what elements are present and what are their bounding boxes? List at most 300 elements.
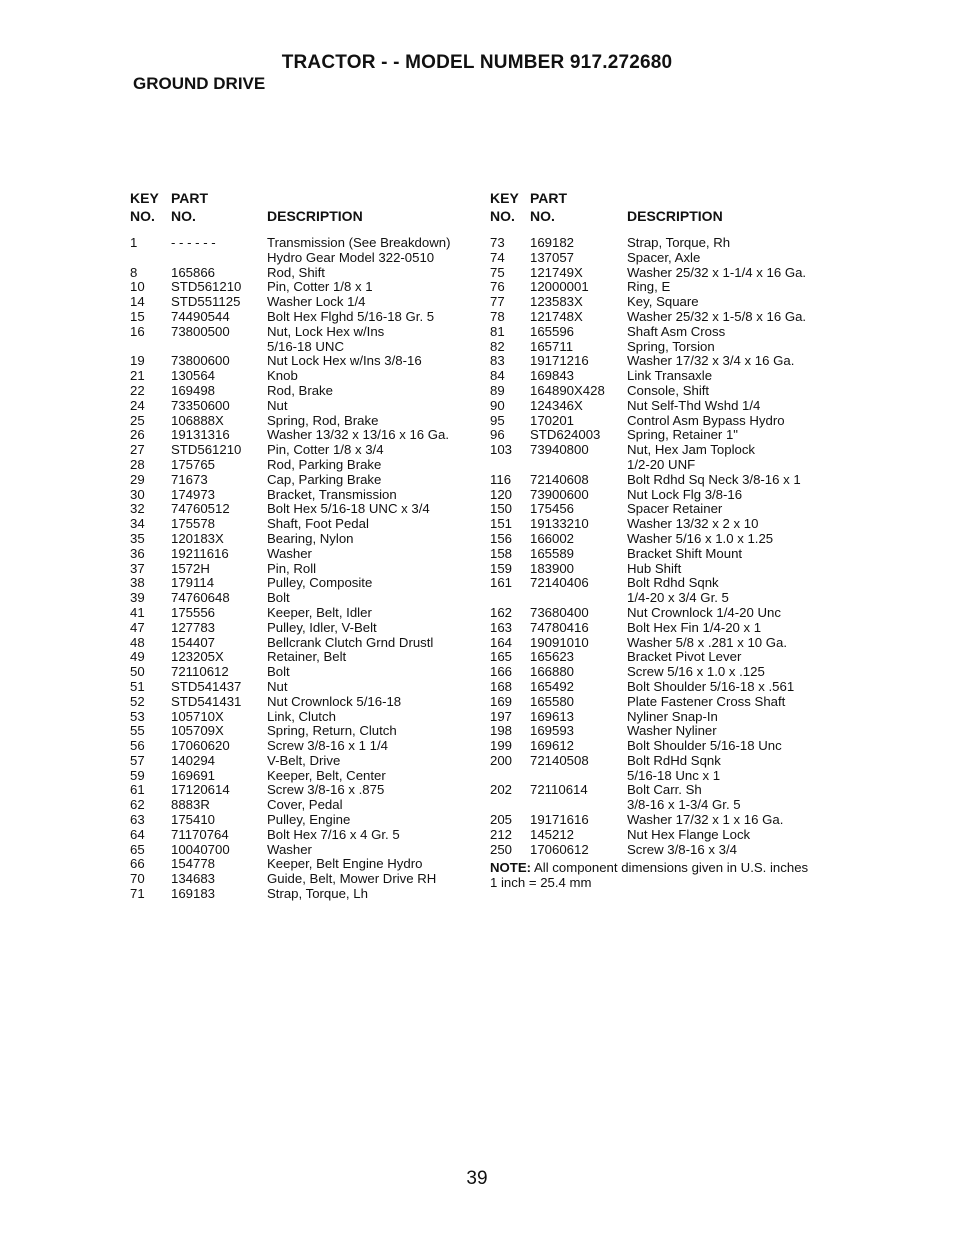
part-number: 169843 — [530, 368, 575, 384]
part-description: Bearing, Nylon — [267, 530, 354, 546]
parts-row — [130, 695, 475, 710]
part-number: 154407 — [171, 634, 216, 650]
parts-row — [130, 872, 475, 887]
part-description: Nut — [267, 397, 288, 413]
part-number: 17060620 — [171, 738, 230, 754]
parts-row — [130, 340, 475, 355]
part-description: Washer — [267, 545, 312, 561]
part-number: 165596 — [530, 323, 575, 339]
parts-row — [130, 532, 475, 547]
part-header-bottom: NO. — [171, 208, 196, 224]
parts-row — [490, 547, 830, 562]
part-description: Spring, Retainer 1" — [627, 427, 738, 443]
key-number: 15 — [130, 308, 145, 324]
column-header — [490, 190, 830, 226]
part-description: Bolt — [267, 664, 290, 680]
parts-row — [130, 458, 475, 473]
parts-row — [490, 695, 830, 710]
key-number: 161 — [490, 575, 513, 591]
parts-row — [490, 354, 830, 369]
part-description: Washer 5/8 x .281 x 10 Ga. — [627, 634, 788, 650]
part-description: Bracket Pivot Lever — [627, 649, 742, 665]
part-description: Keeper, Belt, Idler — [267, 604, 372, 620]
key-number: 63 — [130, 812, 145, 828]
parts-row — [490, 428, 830, 443]
part-number: 105710X — [171, 708, 224, 724]
part-description: Bracket Shift Mount — [627, 545, 743, 561]
part-description: Pulley, Composite — [267, 575, 373, 591]
part-number: 127783 — [171, 619, 216, 635]
part-description: Washer — [267, 841, 312, 857]
part-description: Washer 25/32 x 1-1/4 x 16 Ga. — [627, 264, 807, 280]
key-number: 62 — [130, 797, 145, 813]
parts-row — [130, 798, 475, 813]
part-number: 74490544 — [171, 308, 230, 324]
part-number: 74760648 — [171, 590, 230, 606]
part-number: 121749X — [530, 264, 583, 280]
key-number: 156 — [490, 530, 513, 546]
part-number: 17120614 — [171, 782, 230, 798]
parts-row — [490, 621, 830, 636]
key-number: 21 — [130, 368, 145, 384]
key-number: 76 — [490, 279, 505, 295]
parts-row — [130, 266, 475, 281]
part-description: Bolt Hex Fin 1/4-20 x 1 — [627, 619, 762, 635]
parts-row — [490, 665, 830, 680]
part-description: Spring, Return, Clutch — [267, 723, 397, 739]
parts-row — [130, 680, 475, 695]
part-number: 165623 — [530, 649, 575, 665]
key-number: 22 — [130, 382, 145, 398]
key-number: 120 — [490, 486, 513, 502]
part-number: 169593 — [530, 723, 575, 739]
parts-row — [130, 650, 475, 665]
part-description: Bolt RdHd Sqnk — [627, 752, 721, 768]
key-number: 59 — [130, 767, 145, 783]
parts-row — [130, 769, 475, 784]
part-description: Pin, Roll — [267, 560, 317, 576]
part-number: 179114 — [171, 575, 215, 591]
parts-row — [130, 576, 475, 591]
part-description: Bolt Carr. Sh — [627, 782, 702, 798]
part-number: 140294 — [171, 752, 216, 768]
part-number: 123205X — [171, 649, 224, 665]
parts-row — [490, 769, 830, 784]
note-text: All component dimensions given in U.S. inches — [531, 860, 809, 876]
key-number: 10 — [130, 279, 145, 295]
parts-row — [490, 517, 830, 532]
part-number: 19171616 — [530, 812, 589, 828]
key-number: 14 — [130, 294, 145, 310]
key-number: 90 — [490, 397, 505, 413]
parts-row — [490, 636, 830, 651]
key-number: 197 — [490, 708, 513, 724]
key-number: 77 — [490, 294, 505, 310]
key-header-top: KEY — [490, 190, 519, 206]
key-number: 47 — [130, 619, 145, 635]
key-number: 41 — [130, 604, 145, 620]
parts-row — [130, 828, 475, 843]
part-number: 169183 — [171, 886, 216, 902]
parts-row — [130, 502, 475, 517]
parts-row — [490, 236, 830, 251]
parts-column-right — [490, 190, 830, 891]
parts-row — [130, 813, 475, 828]
part-number: 175765 — [171, 456, 216, 472]
part-description: Shaft Asm Cross — [627, 323, 726, 339]
part-number: 72140608 — [530, 471, 589, 487]
part-number: STD541437 — [171, 678, 242, 694]
part-description: Control Asm Bypass Hydro — [627, 412, 785, 428]
parts-row — [130, 384, 475, 399]
key-number: 8 — [130, 264, 138, 280]
part-number: 19131316 — [171, 427, 230, 443]
part-description: Washer 13/32 x 2 x 10 — [627, 516, 759, 532]
parts-row — [130, 547, 475, 562]
part-number: 71170764 — [171, 826, 229, 842]
parts-row — [130, 710, 475, 725]
part-description: Washer 5/16 x 1.0 x 1.25 — [627, 530, 774, 546]
key-number: 116 — [490, 471, 512, 487]
part-description: Bolt Shoulder 5/16-18 Unc — [627, 738, 782, 754]
parts-row — [130, 562, 475, 577]
part-description: 1/2-20 UNF — [627, 456, 696, 472]
key-number: 163 — [490, 619, 513, 635]
key-number: 32 — [130, 501, 145, 517]
parts-row — [490, 458, 830, 473]
parts-row — [490, 650, 830, 665]
part-description: Bolt Hex 7/16 x 4 Gr. 5 — [267, 826, 400, 842]
description-header: DESCRIPTION — [267, 208, 363, 224]
part-number: 175456 — [530, 501, 575, 517]
part-number: 137057 — [530, 249, 575, 265]
key-number: 29 — [130, 471, 145, 487]
part-number: 72110612 — [171, 664, 229, 680]
key-number: 150 — [490, 501, 513, 517]
key-number: 53 — [130, 708, 145, 724]
parts-row — [490, 828, 830, 843]
parts-row — [490, 488, 830, 503]
part-description: Console, Shift — [627, 382, 710, 398]
parts-row — [490, 310, 830, 325]
parts-row — [490, 724, 830, 739]
parts-row — [490, 591, 830, 606]
part-description: Nut Self-Thd Wshd 1/4 — [627, 397, 761, 413]
parts-row — [490, 443, 830, 458]
parts-row — [130, 414, 475, 429]
key-number: 200 — [490, 752, 513, 768]
parts-row — [130, 621, 475, 636]
key-number: 48 — [130, 634, 145, 650]
note-conversion: 1 inch = 25.4 mm — [490, 875, 592, 891]
key-number: 75 — [490, 264, 505, 280]
part-description: Strap, Torque, Rh — [627, 235, 731, 250]
key-number: 205 — [490, 812, 513, 828]
key-number: 199 — [490, 738, 513, 754]
part-number: 165711 — [530, 338, 574, 354]
part-description: Transmission (See Breakdown) — [267, 235, 451, 250]
part-number: 169498 — [171, 382, 216, 398]
key-header-bottom: NO. — [130, 208, 155, 224]
key-number: 49 — [130, 649, 145, 665]
note-label: NOTE: — [490, 860, 532, 876]
key-number: 57 — [130, 752, 145, 768]
parts-row — [490, 251, 830, 266]
parts-row — [490, 280, 830, 295]
part-number: STD624003 — [530, 427, 601, 443]
part-description: Keeper, Belt Engine Hydro — [267, 856, 423, 872]
part-number: 165589 — [530, 545, 575, 561]
parts-row — [130, 843, 475, 858]
part-description: Screw 3/8-16 x .875 — [267, 782, 385, 798]
part-number: 73800500 — [171, 323, 230, 339]
description-header: DESCRIPTION — [627, 208, 723, 224]
parts-row — [490, 473, 830, 488]
parts-row — [490, 798, 830, 813]
parts-row — [490, 399, 830, 414]
part-number: 73680400 — [530, 604, 589, 620]
part-description: Pulley, Idler, V-Belt — [267, 619, 377, 635]
parts-column-left — [130, 190, 475, 902]
part-number: 130564 — [171, 368, 216, 384]
parts-row — [130, 473, 475, 488]
key-number: 50 — [130, 664, 145, 680]
parts-row — [130, 251, 475, 266]
parts-list-left — [130, 236, 475, 902]
part-description: Nut Lock Hex w/Ins 3/8-16 — [267, 353, 422, 369]
part-number: 175578 — [171, 516, 216, 532]
key-number: 74 — [490, 249, 505, 265]
part-number: 73350600 — [171, 397, 230, 413]
part-description: Link Transaxle — [627, 368, 713, 384]
part-number: 165580 — [530, 693, 575, 709]
parts-row — [490, 295, 830, 310]
parts-row — [130, 236, 475, 251]
part-header-top: PART — [530, 190, 568, 206]
part-number: 169612 — [530, 738, 575, 754]
part-number: 12000001 — [530, 279, 589, 295]
parts-row — [490, 369, 830, 384]
part-number: 8883R — [171, 797, 210, 813]
parts-row — [490, 340, 830, 355]
parts-row — [130, 783, 475, 798]
parts-row — [490, 325, 830, 340]
part-number: 106888X — [171, 412, 224, 428]
parts-row — [490, 680, 830, 695]
part-description: Nut Hex Flange Lock — [627, 826, 751, 842]
key-number: 73 — [490, 235, 505, 250]
key-number: 250 — [490, 841, 513, 857]
parts-row — [130, 280, 475, 295]
part-description: Hub Shift — [627, 560, 682, 576]
key-number: 24 — [130, 397, 145, 413]
key-number: 19 — [130, 353, 145, 369]
part-description: Screw 5/16 x 1.0 x .125 — [627, 664, 765, 680]
part-description: Bracket, Transmission — [267, 486, 397, 502]
part-description: Hydro Gear Model 322-0510 — [267, 249, 435, 265]
part-number: STD561210 — [171, 279, 242, 295]
part-description: 3/8-16 x 1-3/4 Gr. 5 — [627, 797, 741, 813]
column-header — [130, 190, 475, 226]
part-number: 74780416 — [530, 619, 589, 635]
part-number: 19133210 — [530, 516, 589, 532]
parts-row — [490, 414, 830, 429]
parts-row — [490, 266, 830, 281]
key-number: 198 — [490, 723, 513, 739]
part-description: Screw 3/8-16 x 3/4 — [627, 841, 737, 857]
part-number: STD551125 — [171, 294, 241, 310]
part-description: Rod, Brake — [267, 382, 333, 398]
part-description: Spacer, Axle — [627, 249, 701, 265]
part-description: Pin, Cotter 1/8 x 3/4 — [267, 442, 384, 458]
parts-row — [130, 857, 475, 872]
key-number: 212 — [490, 826, 513, 842]
part-description: Keeper, Belt, Center — [267, 767, 386, 783]
key-number: 65 — [130, 841, 145, 857]
part-number: 166880 — [530, 664, 575, 680]
key-number: 38 — [130, 575, 145, 591]
key-number: 164 — [490, 634, 513, 650]
part-number: 121748X — [530, 308, 583, 324]
key-number: 78 — [490, 308, 505, 324]
parts-row — [130, 325, 475, 340]
key-number: 1 — [130, 235, 138, 250]
parts-row — [490, 783, 830, 798]
key-number: 34 — [130, 516, 145, 532]
parts-row — [490, 710, 830, 725]
part-description: Screw 3/8-16 x 1 1/4 — [267, 738, 388, 754]
part-description: Nut — [267, 678, 288, 694]
part-number: 72140406 — [530, 575, 589, 591]
part-description: Nut Crownlock 5/16-18 — [267, 693, 402, 709]
part-number: 165492 — [530, 678, 575, 694]
part-number: 19171216 — [530, 353, 589, 369]
part-number: STD561210 — [171, 442, 242, 458]
parts-row — [130, 488, 475, 503]
key-number: 169 — [490, 693, 513, 709]
parts-row — [130, 887, 475, 902]
part-description: Plate Fastener Cross Shaft — [627, 693, 786, 709]
key-number: 202 — [490, 782, 513, 798]
parts-row — [130, 443, 475, 458]
part-description: Spring, Rod, Brake — [267, 412, 379, 428]
part-number: 19211616 — [171, 545, 229, 561]
parts-row — [130, 295, 475, 310]
part-number: 10040700 — [171, 841, 230, 857]
key-number: 36 — [130, 545, 145, 561]
parts-row — [130, 399, 475, 414]
key-number: 158 — [490, 545, 513, 561]
page-title: TRACTOR - - MODEL NUMBER 917.272680 — [281, 52, 673, 73]
parts-row — [490, 606, 830, 621]
part-description: Link, Clutch — [267, 708, 336, 724]
parts-row — [490, 739, 830, 754]
part-description: Spring, Torsion — [627, 338, 715, 354]
part-number: 174973 — [171, 486, 216, 502]
part-description: V-Belt, Drive — [267, 752, 341, 768]
parts-row — [130, 754, 475, 769]
part-number: 105709X — [171, 723, 224, 739]
note — [490, 861, 830, 891]
key-number: 30 — [130, 486, 145, 502]
part-number: 73940800 — [530, 442, 589, 458]
part-description: Key, Square — [627, 294, 699, 310]
part-number: 19091010 — [530, 634, 589, 650]
part-description: Cover, Pedal — [267, 797, 343, 813]
part-description: Rod, Shift — [267, 264, 325, 280]
part-number: 166002 — [530, 530, 575, 546]
part-number: 154778 — [171, 856, 216, 872]
key-number: 162 — [490, 604, 513, 620]
key-number: 27 — [130, 442, 145, 458]
part-description: Nyliner Snap-In — [627, 708, 718, 724]
key-number: 84 — [490, 368, 505, 384]
part-description: Washer 17/32 x 1 x 16 Ga. — [627, 812, 784, 828]
key-number: 26 — [130, 427, 145, 443]
part-description: Bolt — [267, 590, 290, 606]
key-number: 89 — [490, 382, 505, 398]
part-number: 170201 — [530, 412, 575, 428]
part-description: 5/16-18 Unc x 1 — [627, 767, 721, 783]
key-number: 16 — [130, 323, 145, 339]
key-number: 96 — [490, 427, 505, 443]
key-number: 166 — [490, 664, 513, 680]
parts-row — [490, 384, 830, 399]
part-description: Bolt Hex Flghd 5/16-18 Gr. 5 — [267, 308, 435, 324]
parts-row — [130, 310, 475, 325]
part-description: Shaft, Foot Pedal — [267, 516, 369, 532]
part-number: 71673 — [171, 471, 208, 487]
parts-row — [490, 754, 830, 769]
part-description: Bellcrank Clutch Grnd Drustl — [267, 634, 434, 650]
key-number: 56 — [130, 738, 145, 754]
part-number: 120183X — [171, 530, 224, 546]
key-number: 35 — [130, 530, 145, 546]
key-number: 151 — [490, 516, 513, 532]
part-description: Nut Crownlock 1/4-20 Unc — [627, 604, 781, 620]
key-number: 39 — [130, 590, 145, 606]
part-description: Guide, Belt, Mower Drive RH — [267, 871, 437, 887]
part-number: 175410 — [171, 812, 216, 828]
parts-row — [130, 591, 475, 606]
part-number: 134683 — [171, 871, 216, 887]
page-number: 39 — [466, 1168, 488, 1189]
part-number: 169691 — [171, 767, 216, 783]
part-number: 73800600 — [171, 353, 230, 369]
key-number: 71 — [130, 886, 145, 902]
key-number: 81 — [490, 323, 505, 339]
part-description: Rod, Parking Brake — [267, 456, 382, 472]
part-number: 124346X — [530, 397, 583, 413]
part-number: 1572H — [171, 560, 210, 576]
key-number: 51 — [130, 678, 145, 694]
part-description: Bolt Hex 5/16-18 UNC x 3/4 — [267, 501, 430, 517]
part-description: Nut, Lock Hex w/Ins — [267, 323, 385, 339]
parts-row — [130, 665, 475, 680]
part-number: 73900600 — [530, 486, 589, 502]
part-description: Washer 17/32 x 3/4 x 16 Ga. — [627, 353, 795, 369]
key-number: 159 — [490, 560, 513, 576]
key-number: 95 — [490, 412, 505, 428]
part-number: STD541431 — [171, 693, 242, 709]
section-title: GROUND DRIVE — [133, 74, 266, 93]
part-number: - - - - - - — [171, 235, 216, 250]
part-description: Nut, Hex Jam Toplock — [627, 442, 756, 458]
parts-row — [490, 576, 830, 591]
key-number: 55 — [130, 723, 145, 739]
parts-row — [490, 562, 830, 577]
part-description: 1/4-20 x 3/4 Gr. 5 — [627, 590, 729, 606]
